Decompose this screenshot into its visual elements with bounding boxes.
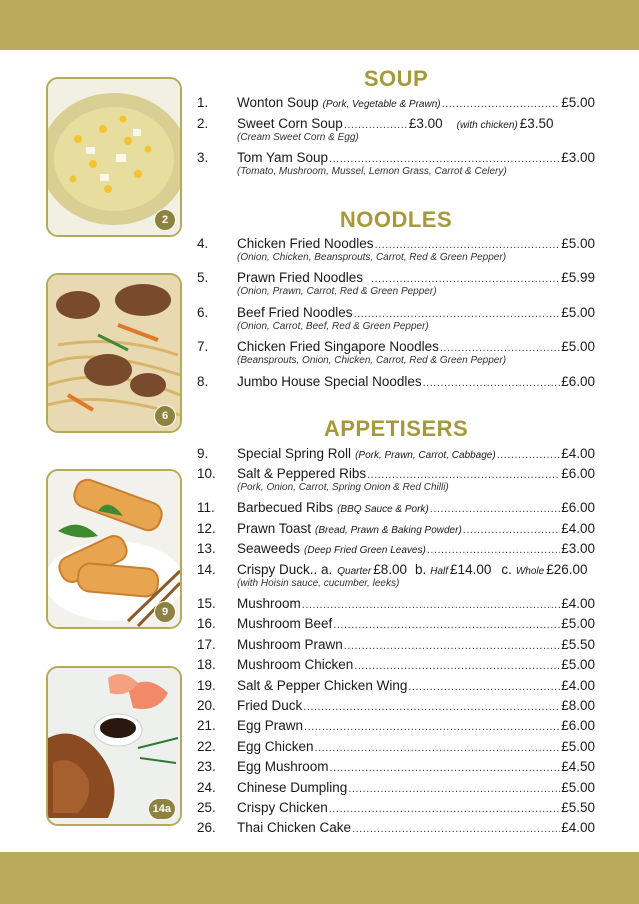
menu-item <box>197 374 595 392</box>
item-number: 15. <box>197 596 216 611</box>
dot-leader <box>375 239 561 251</box>
item-number: 3. <box>197 150 209 165</box>
item-price: £5.50 <box>561 800 595 815</box>
item-price: £3.00 <box>561 150 595 165</box>
item-number: 1. <box>197 95 209 110</box>
item-name: Sweet Corn Soup <box>237 116 343 131</box>
item-description: (Pork, Prawn, Carrot, Cabbage) <box>355 450 496 461</box>
item-price: £5.00 <box>561 616 595 631</box>
item-subtext: (Onion, Carrot, Beef, Red & Green Pepper) <box>237 321 429 332</box>
item-number: 2. <box>197 116 209 131</box>
dot-leader <box>344 119 408 131</box>
photo-badge: 9 <box>154 601 176 623</box>
item-number: 12. <box>197 521 216 536</box>
dot-leader <box>367 469 560 481</box>
dot-leader <box>463 524 560 536</box>
top-band <box>0 0 639 50</box>
item-description: (Deep Fried Green Leaves) <box>304 545 426 556</box>
item-price: £8.00 <box>373 562 407 577</box>
item-name: Mushroom Beef <box>237 616 333 631</box>
item-name: Beef Fried Noodles <box>237 305 353 320</box>
menu-item <box>197 562 595 589</box>
item-price: £6.00 <box>561 500 595 515</box>
item-price: £3.00 <box>408 116 443 131</box>
item-price: £4.00 <box>561 596 595 611</box>
item-subtext: (with Hoisin sauce, cucumber, leeks) <box>237 578 400 589</box>
menu-item <box>197 500 595 518</box>
menu-item <box>197 150 595 177</box>
item-name: Salt & Peppered Ribs <box>237 466 367 481</box>
item-subtext: (Onion, Prawn, Carrot, Red & Green Pepper) <box>237 286 437 297</box>
menu-item <box>197 616 595 634</box>
menu-item <box>197 820 595 838</box>
section-title-soup: SOUP <box>363 66 429 91</box>
item-number: 5. <box>197 270 209 285</box>
menu-item <box>197 466 595 493</box>
menu-item <box>197 541 595 559</box>
item-price: £5.00 <box>561 780 595 795</box>
menu-item <box>197 236 595 263</box>
item-price: £4.00 <box>561 521 595 536</box>
item-name: Chicken Fried Noodles <box>237 236 374 251</box>
dot-leader <box>354 308 561 320</box>
section-title-noodles: NOODLES <box>339 207 453 232</box>
item-price: £6.00 <box>561 374 595 389</box>
item-number: 26. <box>197 820 216 835</box>
item-number: 18. <box>197 657 216 672</box>
menu-item <box>197 305 595 332</box>
menu-item <box>197 739 595 757</box>
menu-item <box>197 446 595 464</box>
menu-item <box>197 698 595 716</box>
item-number: 25. <box>197 800 216 815</box>
item-name: Egg Chicken <box>237 739 314 754</box>
item-name: Wonton Soup <box>237 95 319 110</box>
item-name: Seaweeds <box>237 541 301 556</box>
dot-leader <box>304 721 560 733</box>
menu-item <box>197 657 595 675</box>
dot-leader <box>423 377 561 389</box>
item-name: Mushroom <box>237 596 301 611</box>
dot-leader <box>430 503 560 515</box>
item-subtext: (Pork, Onion, Carrot, Spring Onion & Red Chilli) <box>237 482 449 493</box>
item-subtext: (Beansprouts, Onion, Chicken, Carrot, Red & Green Pepper) <box>237 355 507 366</box>
item-price: £6.00 <box>561 466 595 481</box>
item-number: 7. <box>197 339 209 354</box>
item-number: 20. <box>197 698 216 713</box>
noodles-photo <box>46 273 182 433</box>
item-name: Crispy Chicken <box>237 800 328 815</box>
item-price: £4.00 <box>561 678 595 693</box>
item-number: 21. <box>197 718 216 733</box>
item-name: Fried Duck <box>237 698 303 713</box>
portion-label: Quarter <box>337 566 372 577</box>
dot-leader <box>330 762 561 774</box>
portion-label: Half <box>430 566 449 577</box>
item-price: £5.99 <box>561 270 595 285</box>
item-number: 22. <box>197 739 216 754</box>
item-price: £5.00 <box>561 657 595 672</box>
item-price: £3.00 <box>561 541 595 556</box>
item-name: Tom Yam Soup <box>237 150 329 165</box>
item-price: £4.00 <box>561 446 595 461</box>
soup-photo <box>46 77 182 237</box>
dot-leader <box>497 449 561 461</box>
dot-leader <box>442 98 561 110</box>
item-number: 6. <box>197 305 209 320</box>
item-price: £5.00 <box>561 339 595 354</box>
menu-item <box>197 270 595 297</box>
portion-letter: c. <box>501 562 512 577</box>
item-number: 9. <box>197 446 209 461</box>
item-price: £5.00 <box>561 305 595 320</box>
item-description: (Bread, Prawn & Baking Powder) <box>315 525 462 536</box>
dot-leader <box>302 599 560 611</box>
item-subtext: (Onion, Chicken, Beansprouts, Carrot, Red & Green Pepper) <box>237 252 507 263</box>
dot-leader <box>371 273 560 285</box>
spring-roll-photo <box>46 469 182 629</box>
item-name: Mushroom Chicken <box>237 657 354 672</box>
item-price: £14.00 <box>450 562 492 577</box>
item-name: Chicken Fried Singapore Noodles <box>237 339 439 354</box>
item-number: 16. <box>197 616 216 631</box>
dot-leader <box>315 742 561 754</box>
menu-item <box>197 678 595 696</box>
item-name: Prawn Toast <box>237 521 312 536</box>
dot-leader <box>440 342 560 354</box>
item-price: £8.00 <box>561 698 595 713</box>
menu-item <box>197 339 595 366</box>
menu-item <box>197 596 595 614</box>
dot-leader <box>333 619 560 631</box>
item-number: 23. <box>197 759 216 774</box>
item-price-alt: £3.50 <box>519 116 554 131</box>
section-title-appetisers: APPETISERS <box>323 416 469 441</box>
item-description: (BBQ Sauce & Pork) <box>337 504 429 515</box>
item-name: Thai Chicken Cake <box>237 820 352 835</box>
item-price: £5.00 <box>561 236 595 251</box>
item-name: Jumbo House Special Noodles <box>237 374 422 389</box>
dot-leader <box>348 783 560 795</box>
item-price: £4.00 <box>561 820 595 835</box>
item-price: £6.00 <box>561 718 595 733</box>
dot-leader <box>427 544 560 556</box>
item-number: 17. <box>197 637 216 652</box>
item-number: 8. <box>197 374 209 389</box>
portion-label: Whole <box>515 566 545 577</box>
item-name: Mushroom Prawn <box>237 637 343 652</box>
menu-item <box>197 759 595 777</box>
dot-leader <box>408 681 560 693</box>
duck-photo <box>46 666 182 826</box>
item-number: 24. <box>197 780 216 795</box>
dot-leader <box>352 823 560 835</box>
item-number: 19. <box>197 678 216 693</box>
item-price: £26.00 <box>546 562 588 577</box>
item-name: Prawn Fried Noodles <box>237 270 364 285</box>
item-number: 11. <box>197 500 215 515</box>
dot-leader <box>354 660 560 672</box>
photo-badge: 2 <box>154 209 176 231</box>
item-name: Egg Mushroom <box>237 759 329 774</box>
item-price: £4.50 <box>561 759 595 774</box>
menu-item <box>197 95 595 113</box>
item-name: Crispy Duck.. a. <box>237 562 333 577</box>
menu-item <box>197 116 595 143</box>
bottom-band <box>0 852 639 904</box>
item-subtext: (Cream Sweet Corn & Egg) <box>237 132 359 143</box>
menu-item <box>197 780 595 798</box>
item-price-note: (with chicken) <box>456 120 518 131</box>
photo-badge: 14a <box>148 798 176 820</box>
item-name: Special Spring Roll <box>237 446 352 461</box>
item-name: Egg Prawn <box>237 718 304 733</box>
item-number: 4. <box>197 236 209 251</box>
dot-leader <box>329 803 560 815</box>
menu-item <box>197 800 595 818</box>
item-price: £5.00 <box>561 739 595 754</box>
item-number: 14. <box>197 562 216 577</box>
dot-leader <box>329 153 560 165</box>
item-number: 13. <box>197 541 216 556</box>
portion-letter: b. <box>414 562 427 577</box>
item-name: Salt & Pepper Chicken Wing <box>237 678 408 693</box>
menu-item <box>197 637 595 655</box>
photo-badge: 6 <box>154 405 176 427</box>
dot-leader <box>303 701 560 713</box>
item-subtext: (Tomato, Mushroom, Mussel, Lemon Grass, Carrot & Celery) <box>237 166 507 177</box>
item-description: (Pork, Vegetable & Prawn) <box>322 99 441 110</box>
item-name: Chinese Dumpling <box>237 780 348 795</box>
item-number: 10. <box>197 466 216 481</box>
menu-item <box>197 718 595 736</box>
item-price: £5.00 <box>561 95 595 110</box>
item-name: Barbecued Ribs <box>237 500 334 515</box>
dot-leader <box>344 640 560 652</box>
menu-item <box>197 521 595 539</box>
item-price: £5.50 <box>561 637 595 652</box>
